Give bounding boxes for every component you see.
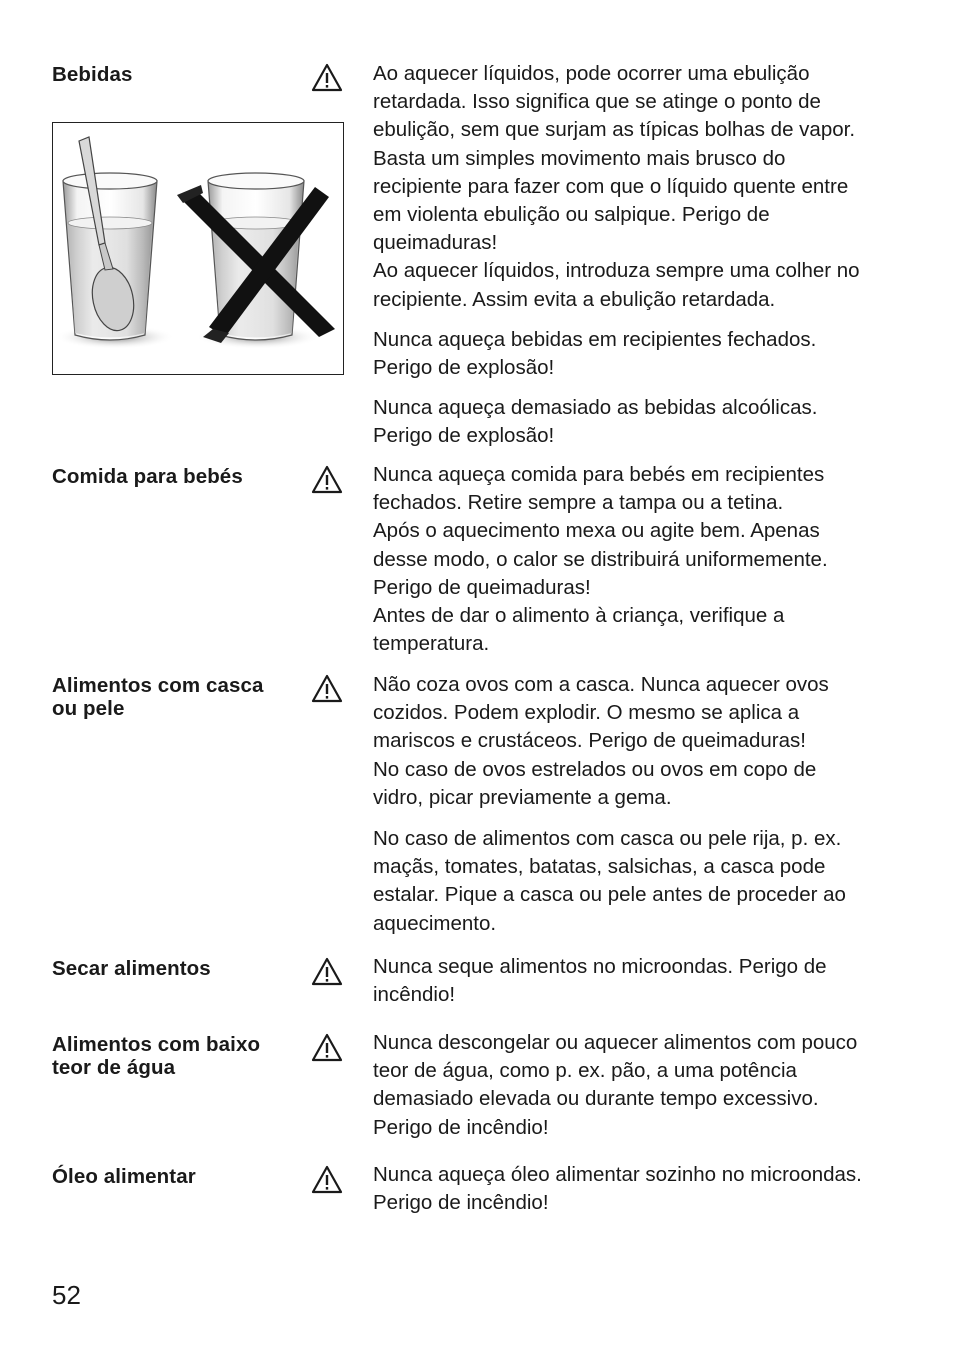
- paragraph-oleo-alimentar: Nunca aqueça óleo alimentar sozinho no microondas. Perigo de incêndio!: [373, 1163, 862, 1215]
- paragraph-secar-alimentos: Nunca seque alimentos no microondas. Perigo de incêndio!: [373, 955, 827, 1007]
- glasses-drawing: [53, 123, 342, 373]
- paragraph-alimentos-com-casca-1: Não coza ovos com a casca. Nunca aquecer ovos cozidos. Podem explodir. O mesmo se aplica a mariscos e crustáceos. Perigo de queimaduras! No caso de ovos estrelados ou ovos em copo de vidro, picar previamente a gema.: [373, 673, 829, 809]
- warning-triangle-icon: [311, 674, 343, 703]
- warning-triangle-icon: [311, 63, 343, 92]
- paragraph-bebidas-2: Nunca aqueça bebidas em recipientes fechados. Perigo de explosão!: [373, 328, 817, 380]
- section-heading-alimentos-com-casca: Alimentos com casca ou pele: [52, 674, 264, 720]
- paragraph-bebidas-1: Ao aquecer líquidos, pode ocorrer uma ebulição retardada. Isso significa que se atinge o ponto de ebulição, sem que surjam as típicas bolhas de vapor. Basta um simples movimento mais brusco do recipiente para fazer com que o líquido quente entre em violenta ebulição ou salpique. Perigo de queimaduras! Ao aquecer líquidos, introduza sempre uma colher no recipiente. Assim evita a ebulição retardada.: [373, 62, 860, 311]
- section-heading-oleo-alimentar: Óleo alimentar: [52, 1165, 196, 1188]
- section-heading-comida-para-bebes: Comida para bebés: [52, 465, 243, 488]
- warning-triangle-icon: [311, 1033, 343, 1062]
- section-heading-secar-alimentos: Secar alimentos: [52, 957, 211, 980]
- warning-triangle-icon: [311, 957, 343, 986]
- page-number: 52: [52, 1280, 81, 1310]
- paragraph-alimentos-baixo-teor-agua: Nunca descongelar ou aquecer alimentos com pouco teor de água, como p. ex. pão, a uma potência demasiado elevada ou durante tempo excessivo. Perigo de incêndio!: [373, 1031, 858, 1139]
- paragraph-alimentos-com-casca-2: No caso de alimentos com casca ou pele rija, p. ex. maçãs, tomates, batatas, salsichas, a casca pode estalar. Pique a casca ou pele antes de proceder ao aquecimento.: [373, 827, 846, 935]
- spoon-in-glass-illustration: [52, 122, 344, 375]
- warning-triangle-icon: [311, 1165, 343, 1194]
- section-heading-alimentos-baixo-teor-agua: Alimentos com baixo teor de água: [52, 1033, 261, 1079]
- paragraph-comida-para-bebes: Nunca aqueça comida para bebés em recipientes fechados. Retire sempre a tampa ou a tetina. Após o aquecimento mexa ou agite bem. Apenas desse modo, o calor se distribuirá uniformemente. Perigo de queimaduras! Antes de dar o alimento à criança, verifique a temperatura.: [373, 463, 828, 656]
- paragraph-bebidas-3: Nunca aqueça demasiado as bebidas alcoólicas. Perigo de explosão!: [373, 396, 818, 448]
- section-heading-bebidas: Bebidas: [52, 63, 133, 86]
- warning-triangle-icon: [311, 465, 343, 494]
